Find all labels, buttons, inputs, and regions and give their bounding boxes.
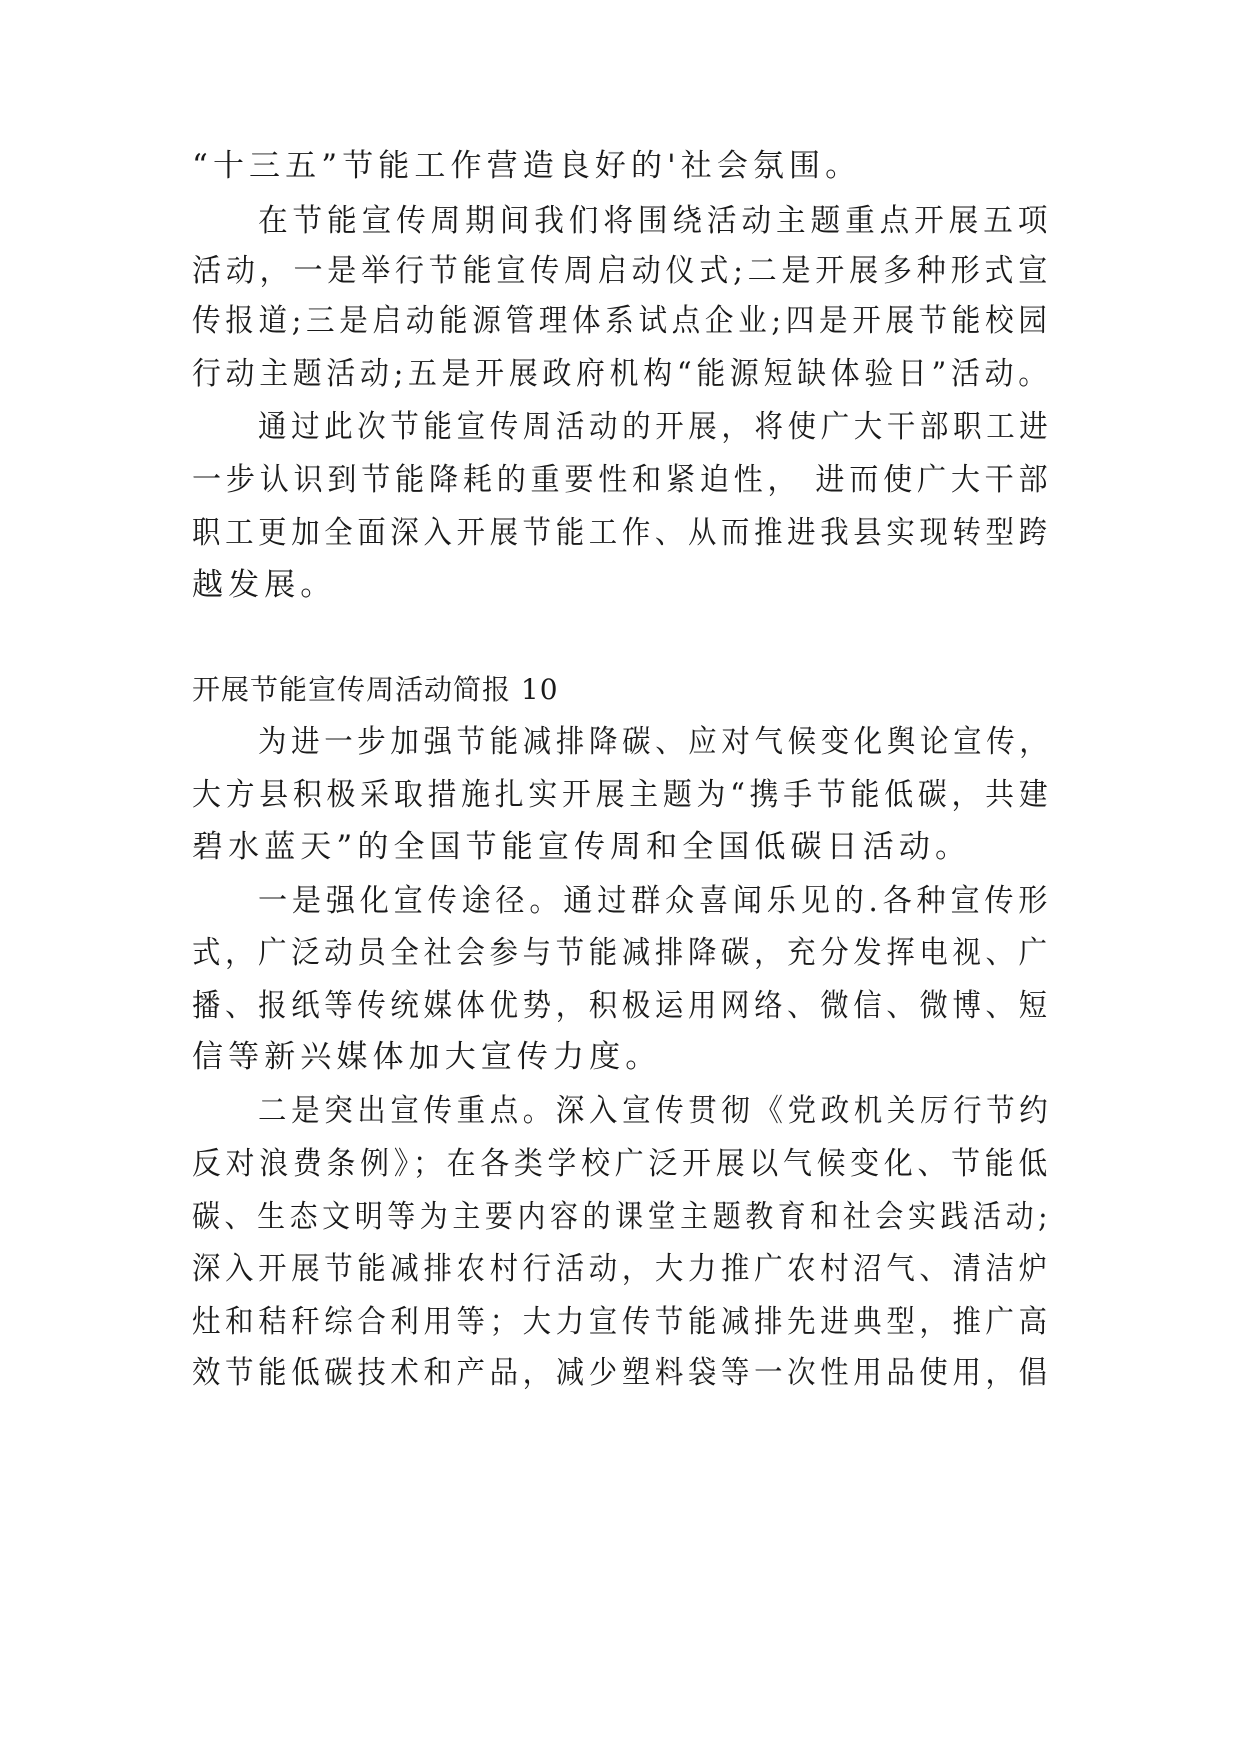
text-line: 传报道;三是启动能源管理体系试点企业;四是开展节能校园 [192, 303, 1052, 339]
text-line: 信等新兴媒体加大宣传力度。 [192, 1039, 662, 1075]
paragraph-first-line: 为进一步加强节能减排降碳、应对气候变化舆论宣传， [258, 724, 1053, 760]
text-line: 大方县积极采取措施扎实开展主题为“携手节能低碳，共建 [192, 777, 1053, 813]
paragraph-first-line: 通过此次节能宣传周活动的开展，将使广大干部职工进 [258, 409, 1053, 445]
text-line: 式，广泛动员全社会参与节能减排降碳，充分发挥电视、广 [192, 935, 1052, 971]
text-line: 一步认识到节能降耗的重要性和紧迫性， 进而使广大干部 [192, 462, 1053, 498]
text-line: 灶和秸秆综合利用等；大力宣传节能减排先进典型，推广高 [192, 1304, 1052, 1340]
text-line: 碧水蓝天”的全国节能宣传周和全国低碳日活动。 [192, 829, 972, 865]
text-line: 播、报纸等传统媒体优势，积极运用网络、微信、微博、短 [192, 988, 1052, 1024]
text-line: 效节能低碳技术和产品，减少塑料袋等一次性用品使用，倡 [192, 1355, 1052, 1391]
section-heading: 开展节能宣传周活动简报 10 [192, 673, 559, 706]
paragraph-first-line: 一是强化宣传途径。通过群众喜闻乐见的.各种宣传形 [258, 883, 1053, 919]
text-line: “十三五”节能工作营造良好的'社会氛围。 [192, 148, 862, 184]
text-line: 越发展。 [192, 567, 337, 603]
text-line: 职工更加全面深入开展节能工作、从而推进我县实现转型跨 [192, 515, 1052, 551]
paragraph-first-line: 在节能宣传周期间我们将围绕活动主题重点开展五项 [258, 203, 1053, 239]
text-line: 行动主题活动;五是开展政府机构“能源短缺体验日”活动。 [192, 356, 1052, 392]
text-line: 活动，一是举行节能宣传周启动仪式;二是开展多种形式宣 [192, 253, 1053, 289]
text-line: 反对浪费条例》；在各类学校广泛开展以气候变化、节能低 [192, 1146, 1053, 1182]
text-line: 深入开展节能减排农村行活动，大力推广农村沼气、清洁炉 [192, 1251, 1052, 1287]
paragraph-first-line: 二是突出宣传重点。深入宣传贯彻《党政机关厉行节约 [258, 1093, 1053, 1129]
text-line: 碳、生态文明等为主要内容的课堂主题教育和社会实践活动; [192, 1199, 1053, 1235]
